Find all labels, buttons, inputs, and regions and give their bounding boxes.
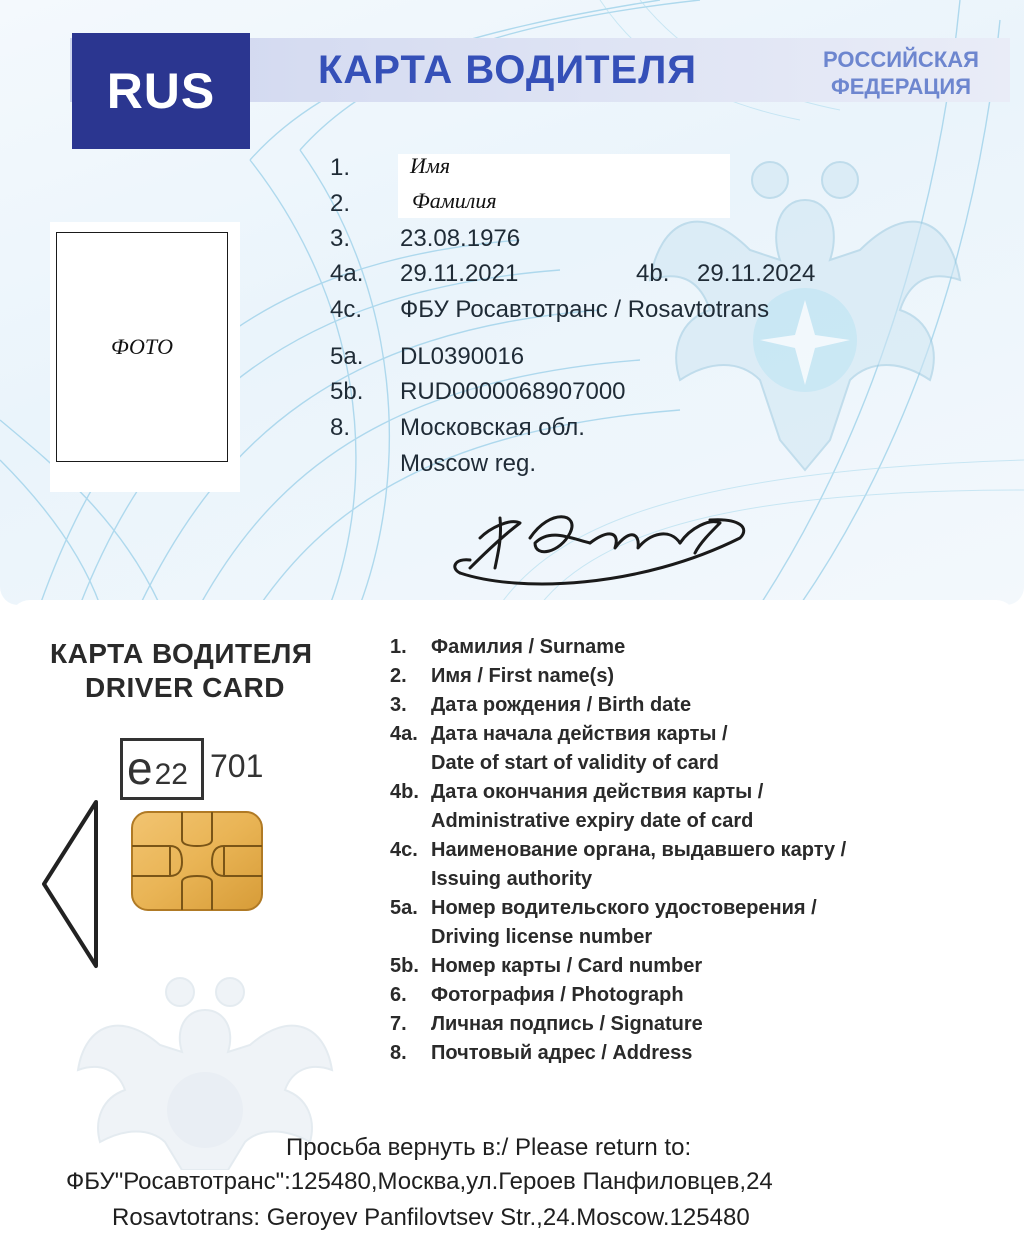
country-code-badge: RUS	[72, 33, 250, 149]
smart-chip-icon	[130, 810, 264, 912]
legend-number-4b: 4b.	[390, 781, 419, 803]
legend-number-1: 1.	[390, 636, 407, 658]
field-validity-end: 29.11.2024	[697, 260, 816, 287]
legend-expiry-ru: Дата окончания действия карты /	[431, 781, 764, 803]
field-birth-date: 23.08.1976	[400, 225, 521, 252]
field-number-8: 8.	[330, 414, 351, 441]
field-number-4b: 4b.	[636, 260, 670, 287]
legend-signature: Личная подпись / Signature	[431, 1013, 703, 1035]
legend-authority-ru: Наименование органа, выдавшего карту /	[431, 839, 847, 861]
legend-license-en: Driving license number	[431, 926, 653, 948]
field-number-2: 2.	[330, 190, 351, 217]
e-mark-suffix: 701	[210, 748, 264, 784]
legend-address: Почтовый адрес / Address	[431, 1042, 693, 1064]
legend-number-2: 2.	[390, 665, 407, 687]
card-title: КАРТА ВОДИТЕЛЯ	[318, 48, 698, 92]
field-license-number: DL0390016	[400, 343, 525, 370]
legend-surname: Фамилия / Surname	[431, 636, 626, 658]
legend-validity-start-ru: Дата начала действия карты /	[431, 723, 728, 745]
driver-card-front	[0, 0, 1024, 605]
country-name	[806, 46, 996, 100]
legend-card-number: Номер карты / Card number	[431, 955, 703, 977]
legend-number-7: 7.	[390, 1013, 407, 1035]
photo-placeholder: ФОТО	[111, 334, 173, 359]
country-name-line1: РОССИЙСКАЯ	[823, 47, 979, 72]
driver-card-back	[10, 600, 1016, 1252]
legend-first-name: Имя / First name(s)	[431, 665, 615, 687]
return-instruction: Просьба вернуть в:/ Please return to:	[286, 1134, 692, 1161]
field-number-3: 3.	[330, 225, 351, 252]
field-first-name: Имя	[410, 153, 451, 178]
legend-birth-date: Дата рождения / Birth date	[431, 694, 692, 716]
back-title-en: DRIVER CARD	[85, 672, 285, 703]
e-mark-number: 22	[154, 758, 188, 791]
legend-authority-en: Issuing authority	[431, 868, 593, 890]
return-address-en: Rosavtotrans: Geroyev Panfilovtsev Str.,24.Moscow.125480	[112, 1204, 750, 1231]
country-name-line2: ФЕДЕРАЦИЯ	[830, 74, 972, 99]
back-title-ru: КАРТА ВОДИТЕЛЯ	[50, 638, 313, 669]
field-issuing-authority: ФБУ Росавтотранс / Rosavtotrans	[400, 296, 770, 323]
legend-license-ru: Номер водительского удостоверения /	[431, 897, 817, 919]
field-number-4c: 4c.	[330, 296, 363, 323]
legend-number-6: 6.	[390, 984, 407, 1006]
legend-number-4a: 4a.	[390, 723, 418, 745]
field-number-4a: 4a.	[330, 260, 364, 287]
legend-validity-start-en: Date of start of validity of card	[431, 752, 719, 774]
legend-number-5b: 5b.	[390, 955, 419, 977]
insert-direction-arrow-icon	[38, 796, 102, 972]
e-mark-letter: e	[127, 742, 153, 794]
legend-number-4c: 4c.	[390, 839, 418, 861]
field-address-en: Moscow reg.	[400, 450, 537, 477]
field-address-ru: Московская обл.	[400, 414, 585, 441]
legend-photograph: Фотография / Photograph	[431, 984, 684, 1006]
field-card-number: RUD0000068907000	[400, 378, 626, 405]
legend-number-3: 3.	[390, 694, 407, 716]
legend-expiry-en: Administrative expiry date of card	[431, 810, 754, 832]
field-number-5a: 5a.	[330, 343, 364, 370]
legend-number-8: 8.	[390, 1042, 407, 1064]
e-approval-mark	[120, 738, 204, 800]
signature-mark	[440, 498, 760, 598]
field-number-1: 1.	[330, 154, 351, 181]
photo-frame	[56, 232, 228, 462]
field-validity-start: 29.11.2021	[400, 260, 519, 287]
return-address-ru: ФБУ"Росавтотранс":125480,Москва,ул.Героев Панфиловцев,24	[66, 1168, 773, 1195]
field-number-5b: 5b.	[330, 378, 364, 405]
legend-number-5a: 5a.	[390, 897, 418, 919]
field-surname: Фамилия	[412, 188, 497, 213]
